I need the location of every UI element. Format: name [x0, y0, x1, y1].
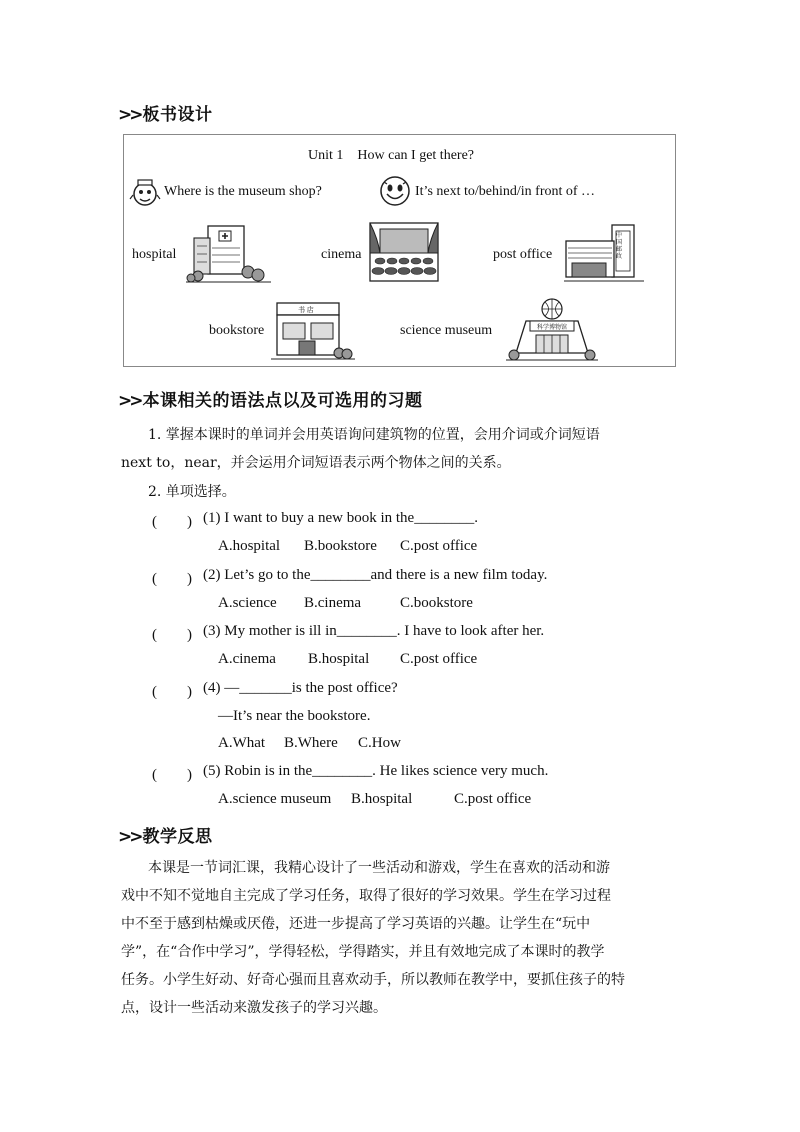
robot-face-icon: [129, 177, 161, 209]
bookstore-sign: 书 店: [298, 306, 314, 314]
section-title: 板书设计: [142, 105, 213, 125]
point2-heading: 2. 单项选择。: [148, 484, 236, 500]
answer-blank: ( ): [152, 627, 192, 643]
board-question: Where is the museum shop?: [164, 184, 322, 199]
answer-blank: ( ): [152, 684, 192, 700]
option-a: A.hospital: [218, 538, 281, 554]
option-a: A.science: [218, 595, 277, 611]
board-design-box: [123, 134, 676, 367]
question-text: (2) Let’s go to the________and there is a new film today.: [203, 567, 548, 583]
museum-sign: 科学博物馆: [537, 325, 568, 331]
label-bookstore: bookstore: [209, 323, 265, 338]
point1-line2: next to，near，并会运用介词短语表示两个物体之间的关系。: [121, 455, 511, 471]
option-b: B.hospital: [308, 651, 370, 667]
question-text: (1) I want to buy a new book in the________.: [203, 510, 478, 526]
point1-line1: 1. 掌握本课时的单词并会用英语询问建筑物的位置，会用介词或介词短语: [148, 427, 600, 443]
question-options: [218, 651, 477, 668]
question-text: (3) My mother is ill in________. I have to look after her.: [203, 623, 545, 639]
option-b: B.hospital: [351, 791, 413, 807]
question-options: [218, 791, 531, 808]
section-title: 教学反思: [142, 827, 213, 847]
reflection-line: 任务。小学生好动、好奇心强而且喜欢动手，所以教师在教学中，要抓住孩子的特: [121, 972, 625, 988]
cinema-icon: [368, 221, 440, 285]
question-options: [218, 595, 473, 612]
question-text: (4) —_______is the post office?: [203, 680, 398, 696]
answer-blank: ( ): [152, 514, 192, 530]
answer-blank: ( ): [152, 767, 192, 783]
option-c: C.post office: [400, 651, 478, 667]
question-reply: —It’s near the bookstore.: [218, 708, 371, 724]
reflection-line: 中不至于感到枯燥或厌倦，还进一步提高了学习英语的兴趣。让学生在“玩中: [121, 916, 591, 932]
option-a: A.What: [218, 735, 266, 751]
label-post-office: post office: [493, 247, 553, 262]
question-options: [218, 735, 401, 752]
option-c: C.post office: [400, 538, 478, 554]
label-cinema: cinema: [321, 247, 362, 262]
post-office-icon: [564, 223, 644, 285]
reflection-line: 戏中不知不觉地自主完成了学习任务，取得了很好的学习效果。学生在学习过程: [121, 888, 611, 904]
label-hospital: hospital: [132, 247, 177, 262]
smiley-face-icon: [378, 174, 412, 208]
question-options: [218, 538, 477, 555]
section-heading-reflection: [118, 822, 213, 847]
option-b: B.Where: [284, 735, 338, 751]
label-science-museum: science museum: [400, 323, 493, 338]
answer-blank: ( ): [152, 571, 192, 587]
section-heading-grammar: [118, 386, 423, 411]
option-b: B.bookstore: [304, 538, 377, 554]
reflection-line: 学”，在“合作中学习”，学得轻松，学得踏实，并且有效地完成了本课时的教学: [121, 944, 605, 960]
double-chevron-icon: >>: [118, 827, 141, 847]
post-office-sign: 中 国 邮 政: [615, 233, 622, 260]
option-b: B.cinema: [304, 595, 362, 611]
reflection-line: 本课是一节词汇课，我精心设计了一些活动和游戏，学生在喜欢的活动和游: [148, 860, 610, 876]
option-a: A.science museum: [218, 791, 332, 807]
option-c: C.post office: [454, 791, 532, 807]
section-title: 本课相关的语法点以及可选用的习题: [142, 391, 423, 411]
board-title: Unit 1 How can I get there?: [308, 148, 474, 163]
double-chevron-icon: >>: [118, 105, 141, 125]
option-c: C.bookstore: [400, 595, 473, 611]
board-answer: It’s next to/behind/in front of …: [415, 184, 596, 199]
option-c: C.How: [358, 735, 401, 751]
reflection-line: 点，设计一些活动来激发孩子的学习兴趣。: [121, 1000, 387, 1016]
double-chevron-icon: >>: [118, 391, 141, 411]
hospital-icon: [186, 220, 271, 285]
section-heading-board-design: [118, 100, 213, 125]
question-text: (5) Robin is in the________. He likes science very much.: [203, 763, 549, 779]
option-a: A.cinema: [218, 651, 276, 667]
